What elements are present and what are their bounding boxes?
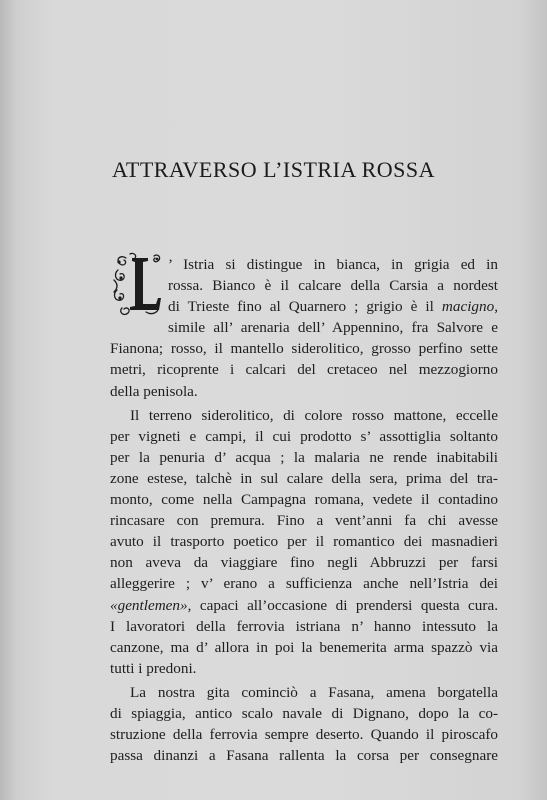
text-line: La nostra gita cominciò a Fasana, amena borgatella	[130, 683, 498, 701]
text-line: Il terreno siderolitico, di colore rosso mattone, eccelle	[130, 406, 498, 424]
text-line: zone estese, talchè in sul calare della sera, prima del tra-	[110, 469, 498, 487]
text-body	[110, 254, 498, 766]
text-line: canzone, ma d’ allora in poi la benemerita arma spazzò via	[110, 638, 498, 656]
paragraph-3	[110, 682, 498, 766]
text-line: struzione della ferrovia sempre deserto. Quando il piroscafo	[110, 726, 498, 744]
text-line: «gentlemen», capaci all’occasione di prendersi questa cura.	[110, 596, 498, 614]
text-line: simile all’ arenaria dell’ Appennino, fra Salvore e	[168, 319, 498, 337]
paragraph-2	[110, 405, 498, 679]
text-line: rincasare con premura. Fino a vent’anni fa chi avesse	[110, 512, 498, 530]
dropcap-letter: L	[134, 288, 135, 289]
text-line: passa dinanzi a Fasana rallenta la corsa per consegnare	[110, 747, 498, 765]
text-line: di spiaggia, antico scalo navale di Dignano, dopo la co-	[110, 704, 498, 722]
text-line: I lavoratori della ferrovia istriana n’ hanno intessuto la	[110, 617, 498, 635]
text-line: monto, come nella Campagna romana, vedete il contadino	[110, 491, 498, 509]
chapter-title: ATTRAVERSO L’ISTRIA ROSSA	[111, 157, 435, 182]
text-line: di Trieste fino al Quarnero ; grigio è il macigno,	[168, 298, 498, 316]
text-line: per vigneti e campi, il cui prodotto s’ assottiglia soltanto	[110, 427, 498, 445]
text-line: avuto il trasporto poetico per il romantico dei masnadieri	[110, 533, 498, 551]
text-line: alleggerire ; v’ erano a sufficienza anche nell’Istria dei	[110, 575, 498, 593]
text-line: ’ Istria si distingue in bianca, in grigia ed in	[168, 256, 498, 273]
text-line: non aveva da viaggiare fino negli Abbruzzi per farsi	[110, 554, 498, 572]
text-line: metri, ricoprente i calcari del cretaceo nel mezzogiorno	[110, 361, 498, 379]
text-line: della penisola.	[110, 382, 198, 400]
text-line: rossa. Bianco è il calcare della Carsia a nordest	[168, 277, 498, 295]
text-line: tutti i predoni.	[110, 659, 197, 677]
text-line: per la penuria d’ acqua ; la malaria ne rende inabitabili	[110, 448, 498, 466]
paragraph-1	[110, 254, 498, 402]
text-line: Fianona; rosso, il mantello siderolitico, grosso perfino sette	[110, 340, 498, 358]
